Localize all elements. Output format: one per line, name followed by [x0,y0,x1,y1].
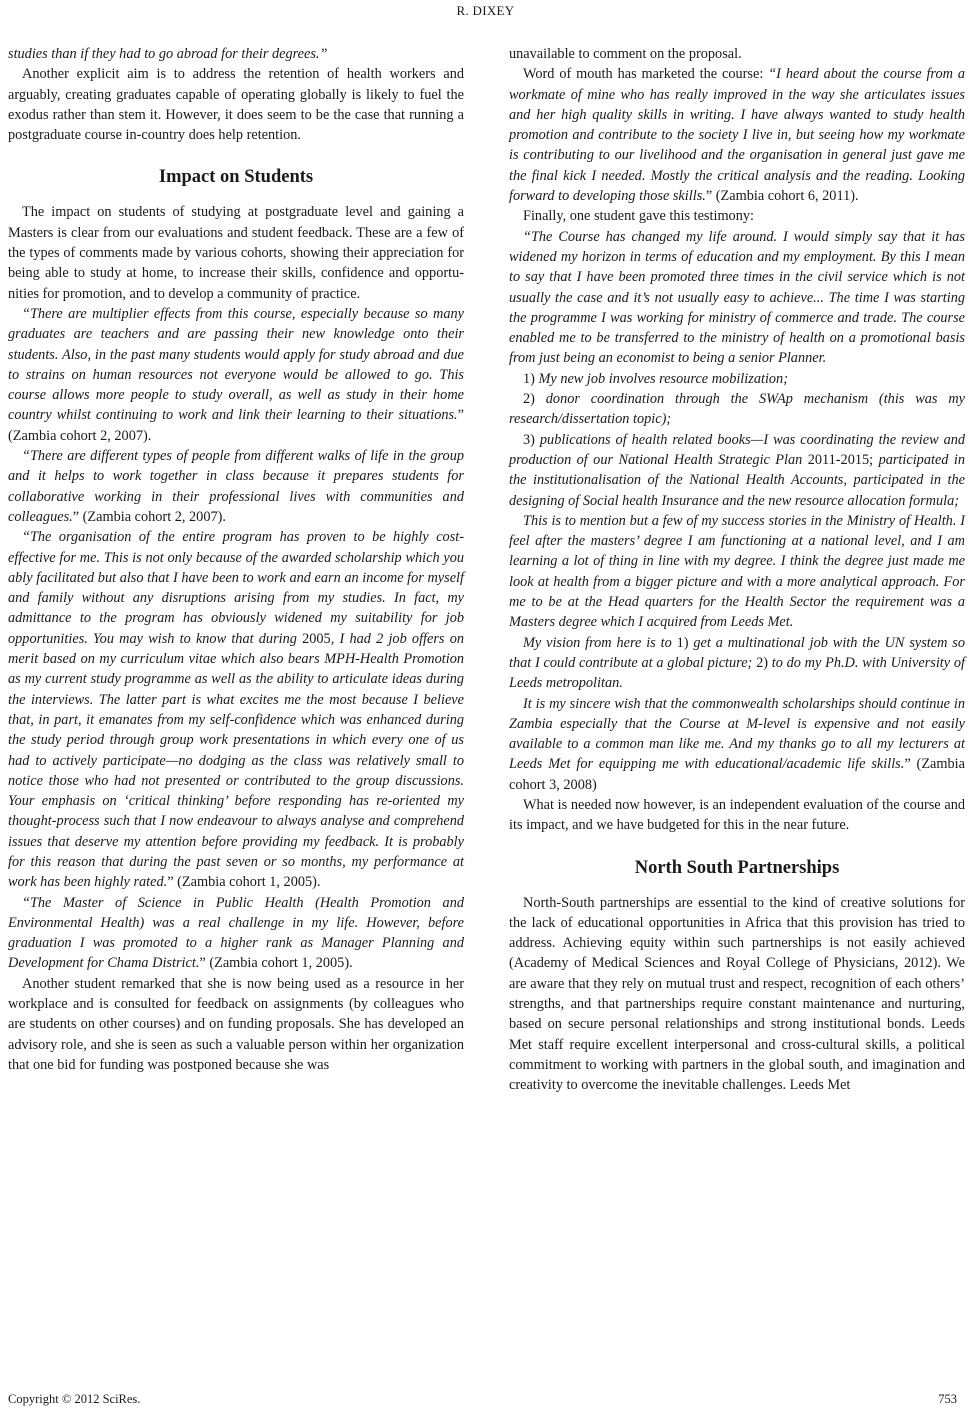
paragraph: Finally, one student gave this testimony: [523,208,754,225]
section-heading-impact-on-students: Impact on Students [158,167,314,188]
testimony-list-item: 1) My new job involves resource mobilization; [523,370,788,387]
paragraph: The impact on students of studying at postgraduate level and gaining a Masters is clear from our evaluations and student feedback. These are a few of the types of comments made by various cohorts, showing their appreciation for being able to study at home, to increase their skills, confidence and opportunities for promotion, and to develop a community of practice. [8,204,464,302]
student-testimony: “The Course has changed my life around. I would simply say that it has widened my horizon in terms of education and my employment. By this I mean to say that I have been promoted three times in the civil service which is not usually the case and it’s not usually easy to achieve... The time I was starting the programme I was working for ministry of commerce and trade. The course enabled me to be transferred to the ministry of health on a promotional basis from just being an economist to being a senior Planner. [509,228,965,367]
student-testimony: This is to mention but a few of my success stories in the Ministry of Health. I feel after the masters’ degree I am functioning at a national level, and I am learning a lot of thing in line with my degree. I think the degree just made me look at health from a bigger picture and with a more analytical approach. For me to be at the Head quarters for the Health Sector the requirement was a Masters degree which I acquired from Leeds Met. [509,512,965,631]
paragraph: unavailable to comment on the proposal. [509,46,742,62]
testimony-list-item: 3) publications of health related books—I was coordinating the review and production of our National Health Strategic Plan 2011-2015; participated in the institutionalisation of the National Health Accounts, participated in the designing of Social health Insurance and the new resource allocation formula; [509,431,966,509]
paragraph: studies than if they had to go abroad for their degrees.” [8,46,328,62]
student-quote: “There are different types of people from different walks of life in the group and it helps to work together in class because it prepares students for collaborative working in their professional lives with communities and colleagues.” (Zambia cohort 2, 2007). [8,448,464,525]
student-quote: “There are multiplier effects from this course, especially because so many graduates are teachers and are passing their new knowledge onto their students. Also, in the past many students would apply for study abroad and due to strains on human resources not everyone would be allowed to go. This course allows more people to study overall, as well as study in their home country whilst continuing to work and link their learning to their situations.” (Zambia cohort 2, 2007). [8,305,464,444]
student-testimony: My vision from here is to 1) get a multinational job with the UN system so that I could contribute at a global picture; 2) to do my Ph.D. with University of Leeds metropolitan. [509,634,966,692]
right-column [509,44,965,1096]
paragraph: What is needed now however, is an independent evaluation of the course and its impact, and we have budgeted for this in the near future. [509,796,965,834]
left-column [8,44,464,1075]
testimony-list-item: 2) donor coordination through the SWAp mechanism (this was my research/dissertation topic); [509,391,965,428]
student-quote: “The Master of Science in Public Health (Health Promotion and Environmental Health) was a real challenge in my life. However, before graduation I was promoted to a higher rank as Manager Planning and Development for Chama District.” (Zambia cohort 1, 2005). [8,894,464,972]
footer-copyright: Copyright © 2012 SciRes. [8,1392,141,1406]
paragraph: North-South partnerships are essential to the kind of creative solutions for the lack of educational opportunities in Africa that this provision has tried to address. Achieving equity within such partnerships is not easily achieved (Academy of Medical Sciences and Royal College of Physicians, 2012). We are aware that they rely on mutual trust and respect, recognition of each others’ strengths, and that partnerships require constant maintenance and nurturing, based on secure personal relationships and strong institutional bonds. Leeds Met staff require excellent interpersonal and cross-cultural skills, a political commitment to working with partners in the global south, and imagination and creativity to overcome the inevitable challenges. Leeds Met [509,894,965,1094]
paragraph: Another explicit aim is to address the retention of health workers and arguably, creating graduates capable of operating globally is likely to fuel the exodus rather than stem it. However, it does seem to be the case that running a postgraduate course in-country does help retention. [8,66,464,144]
student-quote: “The organisation of the entire program has proven to be highly cost-effective for me. This is not only because of the awarded scholarship which you ably facilitated but also that I have been to work and earn an income for myself and family without any disruptions arising from my studies. In fact, my admittance to the program has obviously widened my suitability for job opportunities. You may wish to know that during 2005, I had 2 job offers on merit based on my curriculum vitae which also bears MPH-Health Promotion as my current study programme as well as the ability to articulate ideas during the interviews. The latter part is what excites me the most because I believe that, in part, it emanates from my self-confidence which was enhanced during the study period through group work presentations in which every one of us had to actively participate—no dodging as the class was relatively small to notice those who had not presented or contributed to the group discussions. Your emphasis on ‘critical thinking’ before responding has re-oriented my thought-process such that I now endeavour to always analyse and comprehend issues that deserve my attention before providing my feedback. It is probably for this reason that during the past seven or so months, my performance at work has been highly rated.” (Zambia cohort 1, 2005). [8,529,464,891]
footer-page-number: 753 [938,1392,957,1406]
student-testimony: It is my sincere wish that the commonwealth scholarships should continue in Zambia especially that the Course at M-level is expensive and not easily available to a common man like me. And my thanks go to all my lecturers at Leeds Met for equipping me with educational/academic life skills.” (Zambia cohort 3, 2008) [509,695,965,793]
section-heading-north-south-partnerships: North South Partnerships [634,857,840,878]
paragraph: Another student remarked that she is now being used as a resource in her workplace and is consulted for feedback on assignments (by colleagues who are students on other courses) and on funding proposals. She has developed an advisory role, and she is seen as such a valuable person within her organization that one bid for funding was postponed because she was [8,975,464,1073]
running-head: R. DIXEY [456,3,515,18]
paragraph: Word of mouth has marketed the course: “I heard about the course from a workmate of mine who has really improved in the way she articulates issues and her high quality skills in writing. I have always wanted to study health promotion and contribute to the society I live in, but seeing how my workmate is contributing to our livelihood and the organisation in general just gave me the final kick I needed. Mostly the critical analysis and the reading. Looking forward to developing those skills.” (Zambia cohort 6, 2011). [509,66,965,205]
